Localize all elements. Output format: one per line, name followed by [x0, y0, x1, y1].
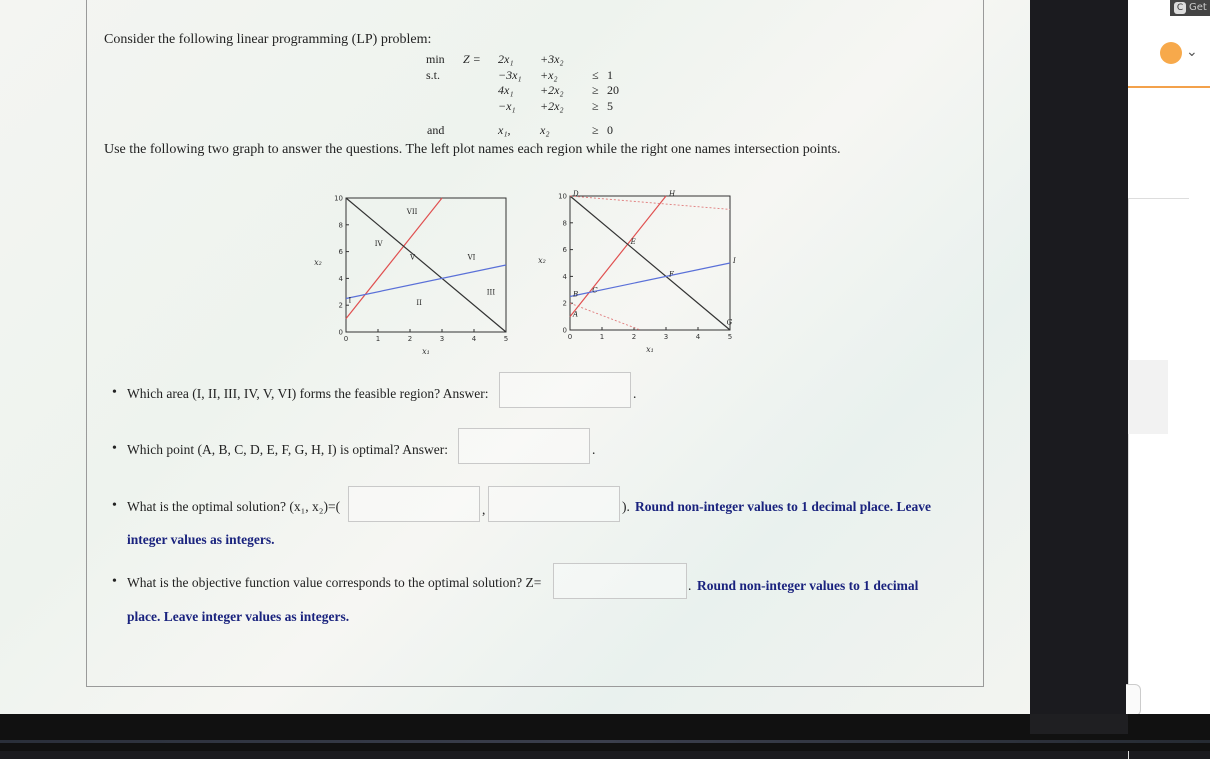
x-tick-label: 5	[503, 335, 509, 343]
point-label-C: C	[592, 286, 598, 295]
x-axis-label: x₁	[422, 347, 430, 356]
y-tick-label: 8	[562, 219, 567, 228]
answer-4-period: .	[688, 578, 692, 593]
left-graph	[300, 188, 520, 363]
taskbar	[0, 714, 1210, 751]
lp-z-label: Z =	[463, 52, 481, 66]
chevron-down-icon[interactable]: ⌄	[1186, 44, 1198, 60]
constraint-line-1	[346, 198, 442, 319]
y-tick-label: 10	[558, 192, 567, 201]
y-tick-label: 0	[562, 326, 567, 335]
lp-cell-0-0: 2x₁	[498, 52, 514, 66]
region-label-VII: VII	[406, 208, 418, 217]
y-tick-label: 0	[338, 328, 343, 337]
lp-cell-1-0: −3x₁	[498, 68, 522, 82]
x-tick-label: 4	[695, 333, 701, 341]
bullet-1: •	[112, 385, 117, 400]
answer-1-input[interactable]	[499, 372, 631, 408]
question-4-text: What is the objective function value corresponds to the optimal solution? Z=	[127, 575, 542, 590]
answer-3-close: ).	[622, 499, 630, 514]
answer-2-period: .	[592, 442, 596, 457]
right-sidebar	[1128, 0, 1210, 714]
question-2-text: Which point (A, B, C, D, E, F, G, H, I) is optimal? Answer:	[127, 442, 449, 457]
sidebar-block	[1128, 360, 1168, 434]
x-tick-label: 3	[663, 333, 669, 341]
bullet-4: •	[112, 574, 117, 589]
lp-cell-1-3: 1	[607, 68, 613, 82]
question-3-note-cont: integer values as integers.	[127, 532, 275, 547]
x-tick-label: 2	[407, 335, 413, 343]
point-label-F: F	[669, 270, 674, 279]
x-tick-label: 4	[471, 335, 477, 343]
lp-cell-3-3: 5	[607, 99, 613, 113]
lp-min-label: min	[426, 52, 445, 66]
x-tick-label: 3	[439, 335, 445, 343]
lp-cell-2-0: 4x₁	[498, 83, 514, 97]
point-label-E: E	[630, 238, 636, 247]
sidebar-panel	[1128, 198, 1189, 759]
user-avatar[interactable]	[1160, 42, 1182, 64]
lp-cell-2-2: ≥	[592, 83, 599, 97]
constraint-line-4	[570, 196, 730, 209]
point-label-G: G	[726, 318, 733, 327]
question-3-note: Round non-integer values to 1 decimal place. Leave	[635, 499, 931, 514]
constraint-line-1	[570, 196, 666, 317]
x-tick-label: 0	[567, 333, 573, 341]
taskbar-strip	[0, 740, 1210, 743]
left-region-plot	[300, 188, 520, 358]
point-label-D: D	[573, 190, 579, 198]
x-tick-label: 1	[375, 335, 381, 343]
constraint-line-5	[570, 303, 640, 330]
lp-cell-3-2: ≥	[592, 99, 599, 113]
x-tick-label: 0	[343, 335, 349, 343]
region-label-IV: IV	[374, 240, 383, 249]
lp-cell-4-2: ≥	[592, 123, 599, 137]
lp-cell-4-3: 0	[607, 123, 613, 137]
answer-3-separator: ,	[482, 502, 486, 517]
y-axis-label: x₂	[314, 258, 322, 267]
y-tick-label: 4	[562, 272, 567, 281]
x-tick-label: 1	[599, 333, 605, 341]
x-axis-label: x₁	[646, 345, 654, 354]
y-tick-label: 6	[338, 248, 343, 257]
get-extension-button[interactable]	[1170, 0, 1210, 16]
problem-intro: Consider the following linear programming (LP) problem:	[104, 32, 432, 47]
y-tick-label: 2	[338, 301, 343, 310]
lp-cell-0-1: +3x₂	[540, 52, 564, 66]
answer-3-x2-input[interactable]	[488, 486, 620, 522]
y-tick-label: 6	[562, 246, 567, 255]
graph-instruction: Use the following two graph to answer the questions. The left plot names each region while the right one names intersection points.	[104, 142, 841, 157]
x-tick-label: 2	[631, 333, 637, 341]
sidebar-accent-line	[1128, 86, 1210, 88]
lp-cell-1-1: +x₂	[540, 68, 558, 82]
y-tick-label: 8	[338, 221, 343, 230]
point-label-I: I	[733, 257, 736, 265]
y-tick-label: 10	[334, 194, 343, 203]
question-3-text: What is the optimal solution? (x₁, x₂)=(	[127, 499, 341, 514]
point-label-A: A	[573, 310, 579, 319]
x-tick-label: 5	[727, 333, 733, 341]
region-label-I: I	[348, 296, 352, 305]
y-tick-label: 4	[338, 274, 343, 283]
lp-and-label: and	[427, 123, 445, 137]
lp-cell-2-3: 20	[607, 83, 619, 97]
point-label-B: B	[573, 290, 579, 299]
y-tick-label: 2	[562, 299, 567, 308]
extension-icon: C	[1174, 2, 1186, 14]
bullet-2: •	[112, 441, 117, 456]
question-1-text: Which area (I, II, III, IV, V, VI) forms the feasible region? Answer:	[127, 386, 489, 401]
scroll-handle[interactable]	[1126, 684, 1141, 716]
region-label-VI: VI	[467, 253, 476, 262]
point-label-H: H	[669, 190, 676, 198]
bullet-3: •	[112, 498, 117, 513]
lp-cell-4-0: x₁,	[498, 123, 511, 137]
lp-cell-3-0: −x₁	[498, 99, 516, 113]
question-4-note-cont: place. Leave integer values as integers.	[127, 609, 350, 624]
right-graph	[524, 186, 744, 361]
y-axis-label: x₂	[538, 256, 546, 265]
region-label-III: III	[486, 288, 496, 297]
constraint-line-3	[346, 265, 506, 299]
answer-1-period: .	[633, 386, 637, 401]
answer-4-input[interactable]	[553, 563, 687, 599]
lp-cell-3-1: +2x₂	[540, 99, 564, 113]
lp-st-label: s.t.	[426, 68, 441, 82]
region-label-II: II	[416, 299, 422, 308]
region-label-V: V	[410, 253, 416, 262]
get-label: Get	[1189, 2, 1207, 13]
answer-3-x1-input[interactable]	[348, 486, 480, 522]
right-point-plot	[524, 186, 744, 356]
taskbar-gap	[1030, 714, 1128, 734]
question-4-note: Round non-integer values to 1 decimal	[697, 578, 919, 593]
lp-cell-2-1: +2x₂	[540, 83, 564, 97]
lp-cell-1-2: ≤	[592, 68, 599, 82]
answer-2-input[interactable]	[458, 428, 590, 464]
lp-cell-4-1: x₂	[540, 123, 550, 137]
